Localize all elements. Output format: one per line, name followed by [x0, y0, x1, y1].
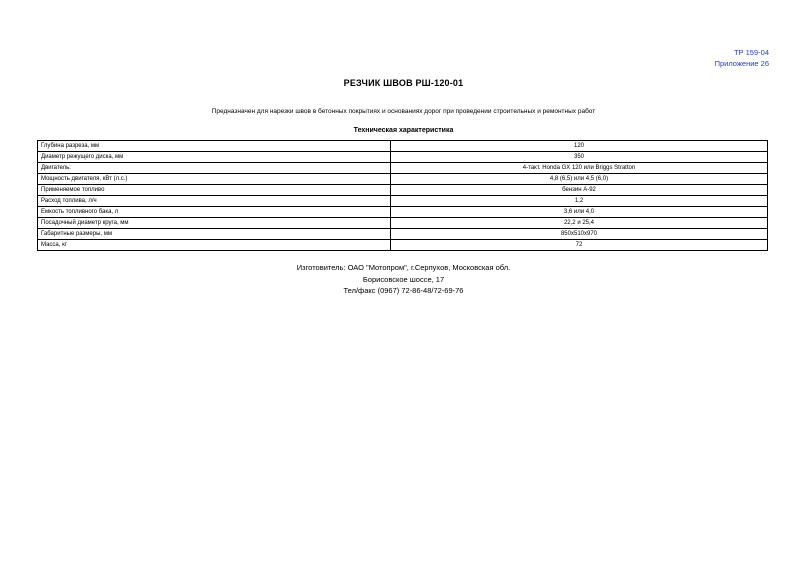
table-row [38, 174, 768, 185]
table-row [38, 196, 768, 207]
spec-param: Масса, кг [38, 240, 391, 251]
spec-value: 4-такт. Honda GX 120 или Briggs Stratton [391, 163, 768, 174]
manufacturer-line-2: Борисовское шоссе, 17 [362, 274, 445, 284]
spec-value: 72 [391, 240, 768, 251]
table-row [38, 163, 768, 174]
appendix-label: Приложение 26 [714, 59, 769, 68]
spec-param: Двигатель: [38, 163, 391, 174]
table-row [38, 240, 768, 251]
spec-param: Мощность двигателя, кВт (л.с.) [38, 174, 391, 185]
manufacturer-line-1: Изготовитель: ОАО "Мотопром", г.Серпухов, Московская обл. [296, 263, 511, 272]
spec-param: Посадочный диаметр круга, мм [38, 218, 391, 229]
spec-param: Габаритные размеры, мм [38, 229, 391, 240]
spec-heading: Техническая характеристика [353, 127, 454, 134]
table-row [38, 152, 768, 163]
page-title: РЕЗЧИК ШВОВ РШ-120-01 [343, 78, 464, 88]
table-row [38, 229, 768, 240]
manufacturer-line-3: Тел/факс (0967) 72-86-48/72-69-76 [343, 286, 464, 295]
purpose-text: Предназначен для нарезки швов в бетонных покрытиях и основаниях дорог при проведении строительных и ремонтных работ [211, 108, 596, 115]
manufacturer-info [0, 262, 807, 297]
spec-param: Глубина разреза, мм [38, 141, 391, 152]
spec-param: Расход топлива, л/ч [38, 196, 391, 207]
table-row [38, 141, 768, 152]
doc-number: ТР 159-04 [733, 48, 769, 57]
spec-value: 120 [391, 141, 768, 152]
spec-value: 350 [391, 152, 768, 163]
table-row [38, 218, 768, 229]
document-code [715, 47, 769, 69]
table-row [38, 207, 768, 218]
spec-param: Емкость топливного бака, л [38, 207, 391, 218]
spec-value: 1,2 [391, 196, 768, 207]
spec-value: 4,8 (6,5) или 4,5 (6,0) [391, 174, 768, 185]
spec-param: Применяемое топливо [38, 185, 391, 196]
spec-value: бензин А-92 [391, 185, 768, 196]
spec-table-body [38, 141, 768, 251]
spec-param: Диаметр режущего диска, мм [38, 152, 391, 163]
spec-value: 850x510x970 [391, 229, 768, 240]
spec-table [37, 140, 768, 251]
spec-value: 3,6 или 4,0 [391, 207, 768, 218]
table-row [38, 185, 768, 196]
spec-value: 22,2 и 25,4 [391, 218, 768, 229]
